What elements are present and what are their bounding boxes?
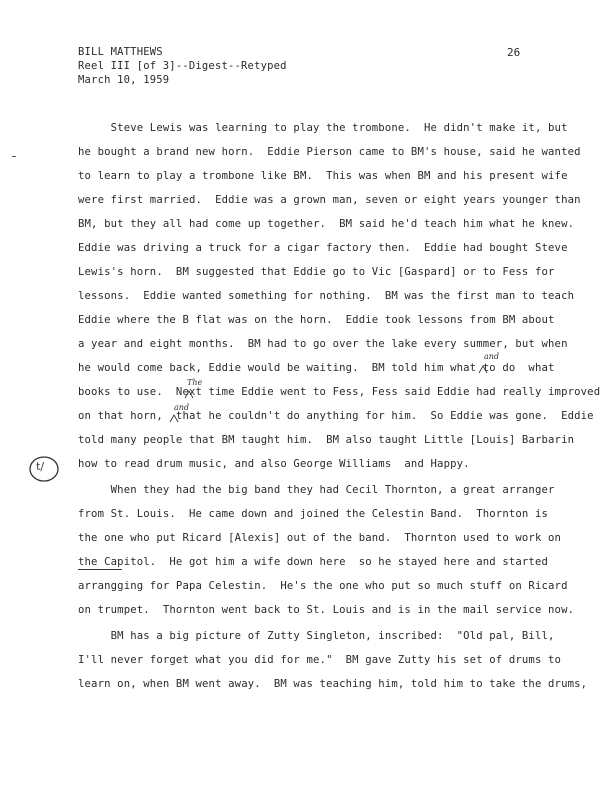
body-line: books to use. Next time Eddie went to Fess, Fess said Eddie had really improved: [78, 386, 601, 398]
body-line: told many people that BM taught him. BM also taught Little [Louis] Barbarin: [78, 434, 575, 446]
body-line: on trumpet. Thornton went back to St. Louis and is in the mail service now.: [78, 604, 575, 616]
handwritten-insert-and: and: [484, 352, 500, 361]
body-line: the one who put Ricard [Alexis] out of the band. Thornton used to work on: [78, 532, 562, 544]
body-line: a year and eight months. BM had to go over the lake every summer, but when: [78, 338, 568, 350]
body-line: learn on, when BM went away. BM was teaching him, told him to take the drums,: [78, 678, 588, 690]
body-line: from St. Louis. He came down and joined the Celestin Band. Thornton is: [78, 508, 549, 520]
body-line: he would come back, Eddie would be waiting. BM told him what to do what: [78, 362, 555, 374]
body-line: Eddie where the B flat was on the horn. Eddie took lessons from BM about: [78, 314, 555, 326]
body-line: lessons. Eddie wanted something for nothing. BM was the first man to teach: [78, 290, 575, 302]
body-line: arrangging for Papa Celestin. He's the one who put so much stuff on Ricard: [78, 580, 568, 592]
body-line: on that horn, that he couldn't do anything for him. So Eddie was gone. Eddie: [78, 410, 594, 422]
body-line: Steve Lewis was learning to play the trombone. He didn't make it, but: [78, 122, 568, 134]
margin-mark-text: t/: [36, 460, 45, 473]
body-line: BM, but they all had come up together. BM said he'd teach him what he knew.: [78, 218, 575, 230]
body-line: to learn to play a trombone like BM. This was when BM and his present wife: [78, 170, 568, 182]
body-line: the Capitol. He got him a wife down here so he stayed here and started: [78, 556, 549, 568]
body-line: he bought a brand new horn. Eddie Pierson came to BM's house, said he wanted: [78, 146, 581, 158]
caret-mark-icon: [478, 364, 488, 374]
body-line: Lewis's horn. BM suggested that Eddie go to Vic [Gaspard] or to Fess for: [78, 266, 555, 278]
margin-tick: [12, 156, 16, 157]
body-line: were first married. Eddie was a grown man, seven or eight years younger than: [78, 194, 581, 206]
caret-mark-icon: [184, 389, 194, 399]
handwritten-insert-and: and: [174, 403, 190, 412]
body-line: Eddie was driving a truck for a cigar factory then. Eddie had bought Steve: [78, 242, 568, 254]
caret-mark-icon: [169, 413, 179, 423]
header-date: March 10, 1959: [78, 74, 170, 86]
header-reel: Reel III [of 3]--Digest--Retyped: [78, 60, 287, 72]
body-line: When they had the big band they had Cecil Thornton, a great arranger: [78, 484, 555, 496]
underline-capitol: [78, 569, 122, 570]
header-name: BILL MATTHEWS: [78, 46, 163, 58]
body-line: I'll never forget what you did for me." BM gave Zutty his set of drums to: [78, 654, 562, 666]
body-line: BM has a big picture of Zutty Singleton, inscribed: "Old pal, Bill,: [78, 630, 555, 642]
body-line: how to read drum music, and also George Williams and Happy.: [78, 458, 470, 470]
page-number: 26: [507, 46, 521, 59]
handwritten-insert-the: The: [187, 378, 203, 387]
